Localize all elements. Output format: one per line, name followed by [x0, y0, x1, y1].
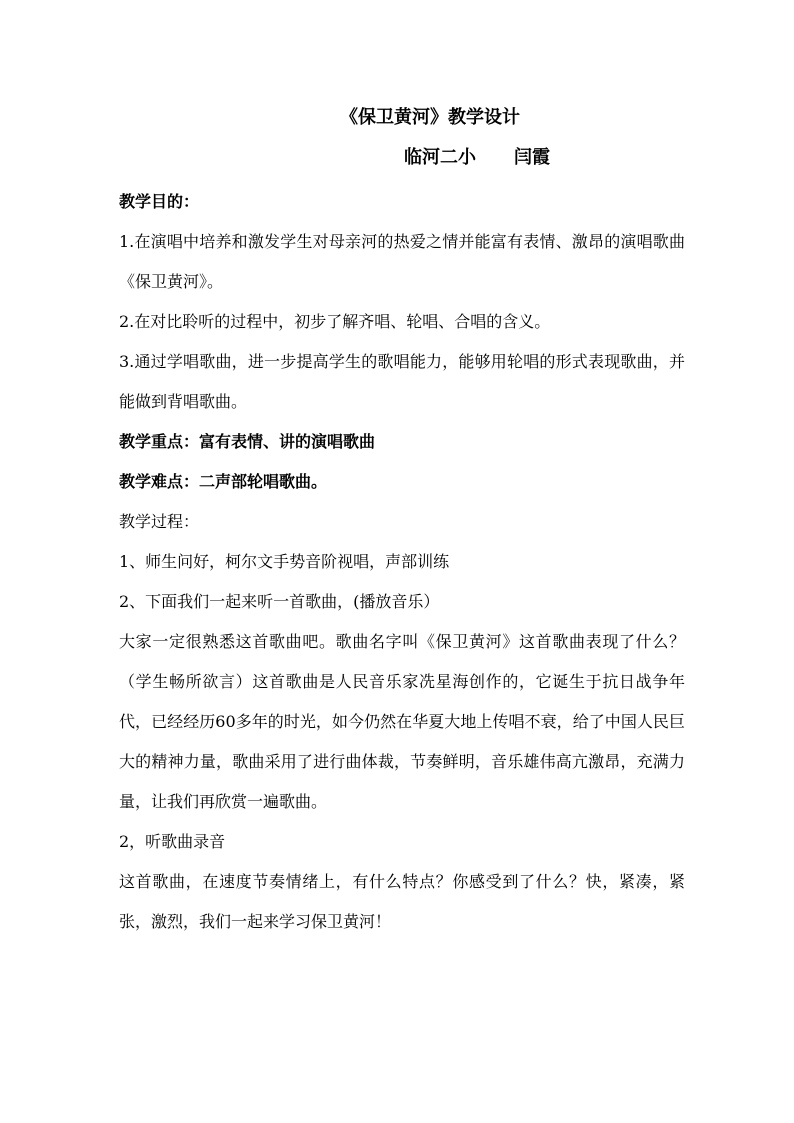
key-point: 教学重点：富有表情、讲的演唱歌曲	[119, 432, 376, 451]
process-paragraph: 大家一定很熟悉这首歌曲吧。歌曲名字叫《保卫黄河》这首歌曲表现了什么？（学生畅所欲言）这首歌曲是人民音乐家冼星海创作的，它诞生于抗日战争年代，已经经历60多年的时光，如今仍然在华夏大地上传唱不衰，给了中国人民巨大的精神力量，歌曲采用了进行曲体裁，节奏鲜明，音乐雄伟高亢激昂，充满力量，让我们再欣赏一遍歌曲。	[119, 632, 685, 811]
objective-item: 2.在对比聆听的过程中，初步了解齐唱、轮唱、合唱的含义。	[119, 312, 551, 331]
objective-item: 1.在演唱中培养和激发学生对母亲河的热爱之情并能富有表情、激昂的演唱歌曲《保卫黄河》。	[119, 232, 685, 291]
objective-item: 3.通过学唱歌曲，进一步提高学生的歌唱能力，能够用轮唱的形式表现歌曲，并能做到背唱歌曲。	[119, 352, 685, 411]
document-title: 《保卫黄河》教学设计	[340, 107, 520, 128]
process-step: 2、下面我们一起来听一首歌曲，(播放音乐）	[119, 592, 440, 611]
school-name: 临河二小	[404, 147, 476, 168]
process-paragraph: 这首歌曲，在速度节奏情绪上，有什么特点？你感受到了什么？快，紧凑，紧张，激烈，我们一起来学习保卫黄河！	[119, 872, 685, 931]
process-step: 1、师生问好，柯尔文手势音阶视唱，声部训练	[119, 552, 450, 571]
objectives-heading: 教学目的：	[119, 192, 200, 211]
process-heading: 教学过程：	[119, 512, 200, 531]
process-step: 2，听歌曲录音	[119, 832, 226, 851]
difficulty-point: 教学难点：二声部轮唱歌曲。	[119, 472, 328, 491]
document-byline	[119, 142, 685, 174]
author-name: 闫霞	[514, 147, 550, 168]
document-body	[119, 102, 685, 942]
